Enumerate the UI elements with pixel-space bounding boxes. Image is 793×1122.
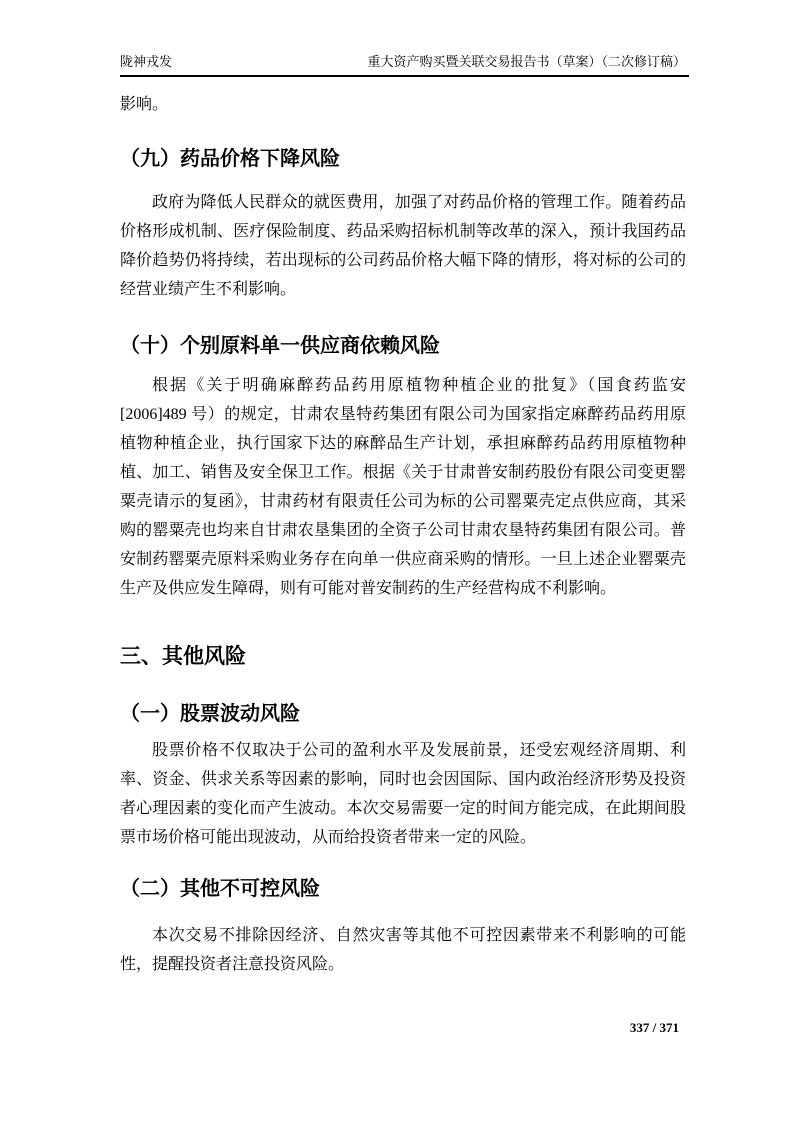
section-heading-stock-volatility-risk: （一）股票波动风险 [120, 703, 300, 725]
section-heading-uncontrollable-risk: （二）其他不可控风险 [120, 878, 320, 900]
section-paragraph-uncontrollable-risk: 本次交易不排除因经济、自然灾害等其他不可控因素带来不利影响的可能性，提醒投资者注意投资风险。 [120, 927, 686, 973]
section-paragraph-stock-volatility-risk: 股票价格不仅取决于公司的盈利水平及发展前景，还受宏观经济周期、利率、资金、供求关系等因素的影响，同时也会因国际、国内政治经济形势及投资者心理因素的变化而产生波动。本次交易需要一定的时间方能完成，在此期间股票市场价格可能出现波动，从而给投资者带来一定的风险。 [120, 742, 686, 846]
page-number: 337 / 371 [629, 1020, 679, 1035]
header-document-title: 重大资产购买暨关联交易报告书（草案）（二次修订稿） [367, 54, 686, 69]
section-heading-single-supplier-risk: （十）个别原料单一供应商依赖风险 [120, 335, 440, 357]
chapter-heading-other-risks: 三、其他风险 [120, 645, 246, 668]
header-rule [120, 75, 689, 77]
section-paragraph-drug-price-risk: 政府为降低人民群众的就医费用，加强了对药品价格的管理工作。随着药品价格形成机制、医疗保险制度、药品采购招标机制等改革的深入，预计我国药品降价趋势仍将持续，若出现标的公司药品价格大幅下降的情形，将对标的公司的经营业绩产生不利影响。 [120, 194, 686, 298]
header-company-name: 陇神戎发 [120, 54, 173, 69]
section-paragraph-single-supplier-risk: 根据《关于明确麻醉药品药用原植物种植企业的批复》（国食药监安[2006]489 号）的规定，甘肃农垦特药集团有限公司为国家指定麻醉药品药用原植物种植企业，执行国家下达的麻醉品生产计划，承担麻醉药品药用原植物种植、加工、销售及安全保卫工作。根据《关于甘肃普安制药股份有限公司变更罂粟壳请示的复函》，甘肃药材有限责任公司为标的公司罂粟壳定点供应商，其采购的罂粟壳也均来自甘肃农垦集团的全资子公司甘肃农垦特药集团有限公司。普安制药罂粟壳原料采购业务存在向单一供应商采购的情形。一旦上述企业罂粟壳生产及供应发生障碍，则有可能对普安制药的生产经营构成不利影响。 [120, 377, 686, 597]
section-heading-drug-price-risk: （九）药品价格下降风险 [120, 148, 340, 170]
carryover-paragraph: 影响。 [120, 96, 169, 113]
